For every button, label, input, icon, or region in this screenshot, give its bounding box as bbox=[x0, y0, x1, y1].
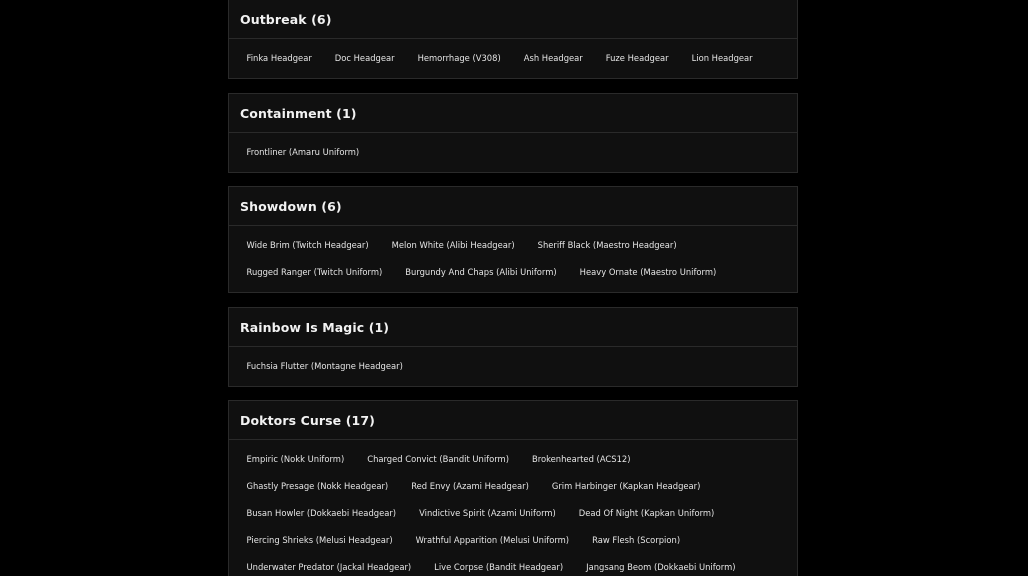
item-list bbox=[229, 347, 797, 386]
event-panel-doktors-curse bbox=[228, 400, 798, 576]
cosmetic-item[interactable]: Busan Howler (Dokkaebi Headgear) bbox=[246, 508, 397, 518]
event-title: Showdown (6) bbox=[240, 198, 342, 214]
cosmetic-item[interactable]: Wide Brim (Twitch Headgear) bbox=[246, 240, 369, 250]
event-panel-outbreak bbox=[228, 0, 798, 79]
cosmetic-item[interactable]: Ash Headgear bbox=[523, 53, 583, 63]
cosmetic-item[interactable]: Finka Headgear bbox=[246, 53, 312, 63]
cosmetic-item[interactable]: Frontliner (Amaru Uniform) bbox=[246, 147, 360, 157]
event-panel-showdown bbox=[228, 186, 798, 293]
cosmetic-item[interactable]: Dead Of Night (Kapkan Uniform) bbox=[578, 508, 715, 518]
cosmetic-item[interactable]: Grim Harbinger (Kapkan Headgear) bbox=[551, 481, 701, 491]
cosmetic-item[interactable]: Brokenhearted (ACS12) bbox=[531, 454, 631, 464]
event-title: Outbreak (6) bbox=[240, 11, 332, 27]
cosmetic-item[interactable]: Fuchsia Flutter (Montagne Headgear) bbox=[246, 361, 403, 371]
cosmetic-item[interactable]: Underwater Predator (Jackal Headgear) bbox=[246, 562, 412, 572]
panel-header bbox=[229, 401, 797, 440]
cosmetic-item[interactable]: Fuze Headgear bbox=[605, 53, 669, 63]
event-panel-containment bbox=[228, 93, 798, 173]
cosmetic-item[interactable]: Jangsang Beom (Dokkaebi Uniform) bbox=[586, 562, 736, 572]
cosmetic-item[interactable]: Raw Flesh (Scorpion) bbox=[592, 535, 681, 545]
panel-header bbox=[229, 0, 797, 39]
item-list bbox=[229, 226, 797, 292]
event-title: Doktors Curse (17) bbox=[240, 412, 375, 428]
cosmetic-item[interactable]: Melon White (Alibi Headgear) bbox=[391, 240, 515, 250]
cosmetic-item[interactable]: Vindictive Spirit (Azami Uniform) bbox=[419, 508, 556, 518]
cosmetic-item[interactable]: Live Corpse (Bandit Headgear) bbox=[434, 562, 564, 572]
cosmetic-item[interactable]: Burgundy And Chaps (Alibi Uniform) bbox=[405, 267, 557, 277]
event-panel-rainbow-is-magic bbox=[228, 307, 798, 387]
cosmetic-item[interactable]: Hemorrhage (V308) bbox=[417, 53, 501, 63]
cosmetic-item[interactable]: Heavy Ornate (Maestro Uniform) bbox=[579, 267, 717, 277]
cosmetic-item[interactable]: Piercing Shrieks (Melusi Headgear) bbox=[246, 535, 393, 545]
cosmetic-item[interactable]: Ghastly Presage (Nokk Headgear) bbox=[246, 481, 389, 491]
item-list bbox=[229, 440, 797, 576]
cosmetic-item[interactable]: Rugged Ranger (Twitch Uniform) bbox=[246, 267, 383, 277]
panel-header bbox=[229, 308, 797, 347]
event-title: Rainbow Is Magic (1) bbox=[240, 319, 390, 335]
panel-header bbox=[229, 94, 797, 133]
cosmetic-item[interactable]: Sheriff Black (Maestro Headgear) bbox=[537, 240, 677, 250]
event-title: Containment (1) bbox=[240, 105, 357, 121]
panel-header bbox=[229, 187, 797, 226]
cosmetic-item[interactable]: Charged Convict (Bandit Uniform) bbox=[367, 454, 509, 464]
cosmetic-item[interactable]: Red Envy (Azami Headgear) bbox=[411, 481, 529, 491]
cosmetic-item[interactable]: Doc Headgear bbox=[334, 53, 395, 63]
cosmetic-item[interactable]: Lion Headgear bbox=[691, 53, 753, 63]
cosmetic-item[interactable]: Wrathful Apparition (Melusi Uniform) bbox=[415, 535, 570, 545]
cosmetic-item[interactable]: Empiric (Nokk Uniform) bbox=[246, 454, 345, 464]
item-list bbox=[229, 39, 797, 78]
item-list bbox=[229, 133, 797, 172]
